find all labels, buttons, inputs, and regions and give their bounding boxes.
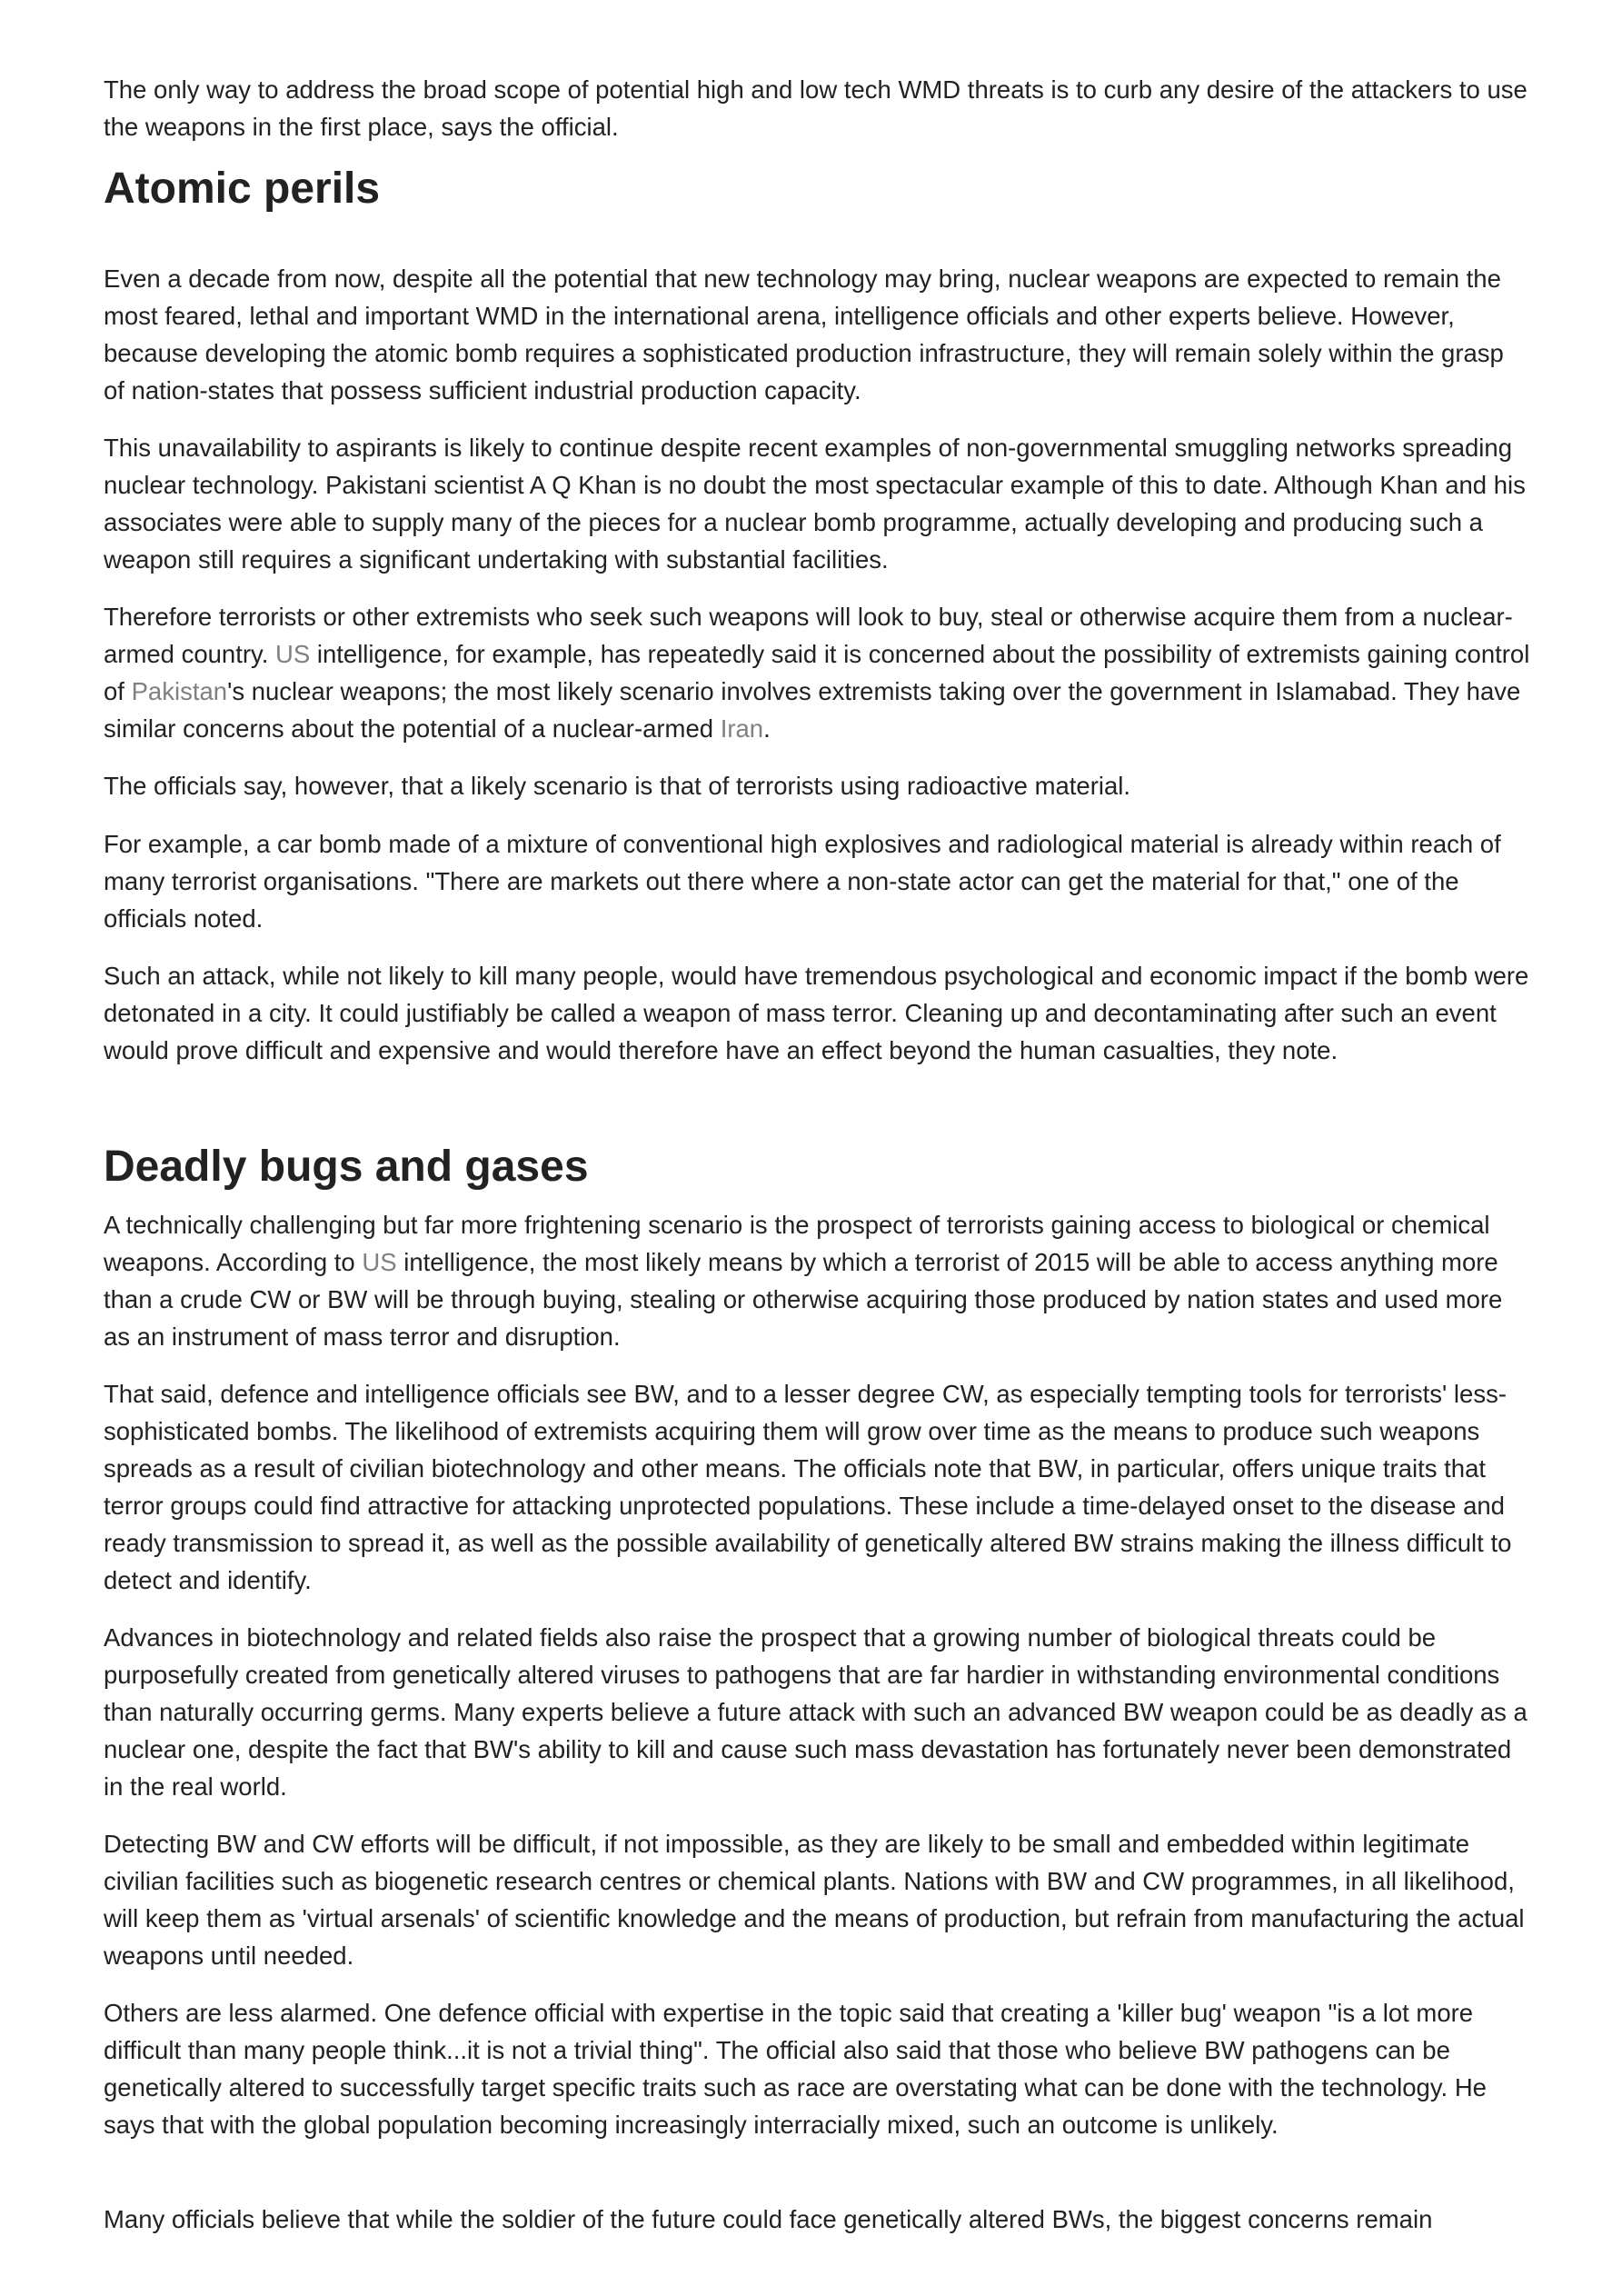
atomic-paragraph-3 xyxy=(104,598,1530,747)
atomic-paragraph-6: Such an attack, while not likely to kill many people, would have tremendous psychological and economic impact if the bomb were detonated in a city. It could justifiably be called a weapon of mass terror. Cleaning up and decontaminating after such an event would prove difficult and expensive and would therefore have an effect beyond the human casualties, they note. xyxy=(104,962,1529,1064)
intro-paragraph: The only way to address the broad scope of potential high and low tech WMD threats is to curb any desire of the attackers to use the weapons in the first place, says the official. xyxy=(104,75,1527,141)
section-heading-atomic-perils: Atomic perils xyxy=(104,165,381,213)
link-iran[interactable]: Iran xyxy=(720,714,764,743)
bugs-paragraph-1 xyxy=(104,1206,1530,1355)
text-fragment: . xyxy=(763,714,771,743)
atomic-paragraph-2: This unavailability to aspirants is likely to continue despite recent examples of non-governmental smuggling networks spreading nuclear technology. Pakistani scientist A Q Khan is no doubt the most spectacular example of this to date. Although Khan and his associates were able to supply many of the pieces for a nuclear bomb programme, actually developing and producing such a weapon still requires a significant undertaking with substantial facilities. xyxy=(104,434,1526,574)
link-us[interactable]: US xyxy=(275,640,311,668)
text-fragment: intelligence, the most likely means by which a terrorist of 2015 will be able to access anything more than a crude CW or BW will be through buying, stealing or otherwise acquiring those produced by nation states and used more as an instrument of mass terror and disruption. xyxy=(104,1248,1503,1351)
bugs-paragraph-6: Many officials believe that while the soldier of the future could face genetically altered BWs, the biggest concerns remain xyxy=(104,2205,1433,2233)
section-heading-deadly-bugs: Deadly bugs and gases xyxy=(104,1143,589,1191)
bugs-paragraph-3: Advances in biotechnology and related fields also raise the prospect that a growing number of biological threats could be purposefully created from genetically altered viruses to pathogens that are far hardier in withstanding environmental conditions than naturally occurring germs. Many experts believe a future attack with such an advanced BW weapon could be as deadly as a nuclear one, despite the fact that BW's ability to kill and cause such mass devastation has fortunately never been demonstrated in the real world. xyxy=(104,1623,1527,1801)
link-us[interactable]: US xyxy=(362,1248,397,1276)
link-pakistan[interactable]: Pakistan xyxy=(131,677,228,705)
text-fragment: Therefore terrorists or other extremists who seek such weapons will look to buy, steal or otherwise acquire them from a nuclear-armed country. xyxy=(104,603,1513,668)
atomic-paragraph-4: The officials say, however, that a likely scenario is that of terrorists using radioactive material. xyxy=(104,772,1131,800)
bugs-paragraph-5: Others are less alarmed. One defence official with expertise in the topic said that creating a 'killer bug' weapon "is a lot more difficult than many people think...it is not a trivial thing". The official also said that those who believe BW pathogens can be genetically altered to successfully target specific traits such as race are overstating what can be done with the technology. He says that with the global population becoming increasingly interracially mixed, such an outcome is unlikely. xyxy=(104,1999,1487,2139)
atomic-paragraph-1: Even a decade from now, despite all the potential that new technology may bring, nuclear weapons are expected to remain the most feared, lethal and important WMD in the international arena, intelligence officials and other experts believe. However, because developing the atomic bomb requires a sophisticated production infrastructure, they will remain solely within the grasp of nation-states that possess sufficient industrial production capacity. xyxy=(104,265,1504,404)
text-fragment: intelligence, for example, has repeatedly said it is concerned about the possibility of extremists gaining control of xyxy=(104,640,1530,705)
bugs-paragraph-2: That said, defence and intelligence officials see BW, and to a lesser degree CW, as especially tempting tools for terrorists' less-sophisticated bombs. The likelihood of extremists acquiring them will grow over time as the means to produce such weapons spreads as a result of civilian biotechnology and other means. The officials note that BW, in particular, offers unique traits that terror groups could find attractive for attacking unprotected populations. These include a time-delayed onset to the disease and ready transmission to spread it, as well as the possible availability of genetically altered BW strains making the illness difficult to detect and identify. xyxy=(104,1380,1512,1594)
bugs-paragraph-4: Detecting BW and CW efforts will be difficult, if not impossible, as they are likely to be small and embedded within legitimate civilian facilities such as biogenetic research centres or chemical plants. Nations with BW and CW programmes, in all likelihood, will keep them as 'virtual arsenals' of scientific knowledge and the means of production, but refrain from manufacturing the actual weapons until needed. xyxy=(104,1830,1525,1970)
atomic-paragraph-5: For example, a car bomb made of a mixture of conventional high explosives and radiological material is already within reach of many terrorist organisations. "There are markets out there where a non-state actor can get the material for that," one of the officials noted. xyxy=(104,830,1501,933)
text-fragment: A technically challenging but far more frightening scenario is the prospect of terrorists gaining access to biological or chemical weapons. According to xyxy=(104,1211,1490,1276)
text-fragment: 's nuclear weapons; the most likely scenario involves extremists taking over the government in Islamabad. They have similar concerns about the potential of a nuclear-armed xyxy=(104,677,1521,743)
